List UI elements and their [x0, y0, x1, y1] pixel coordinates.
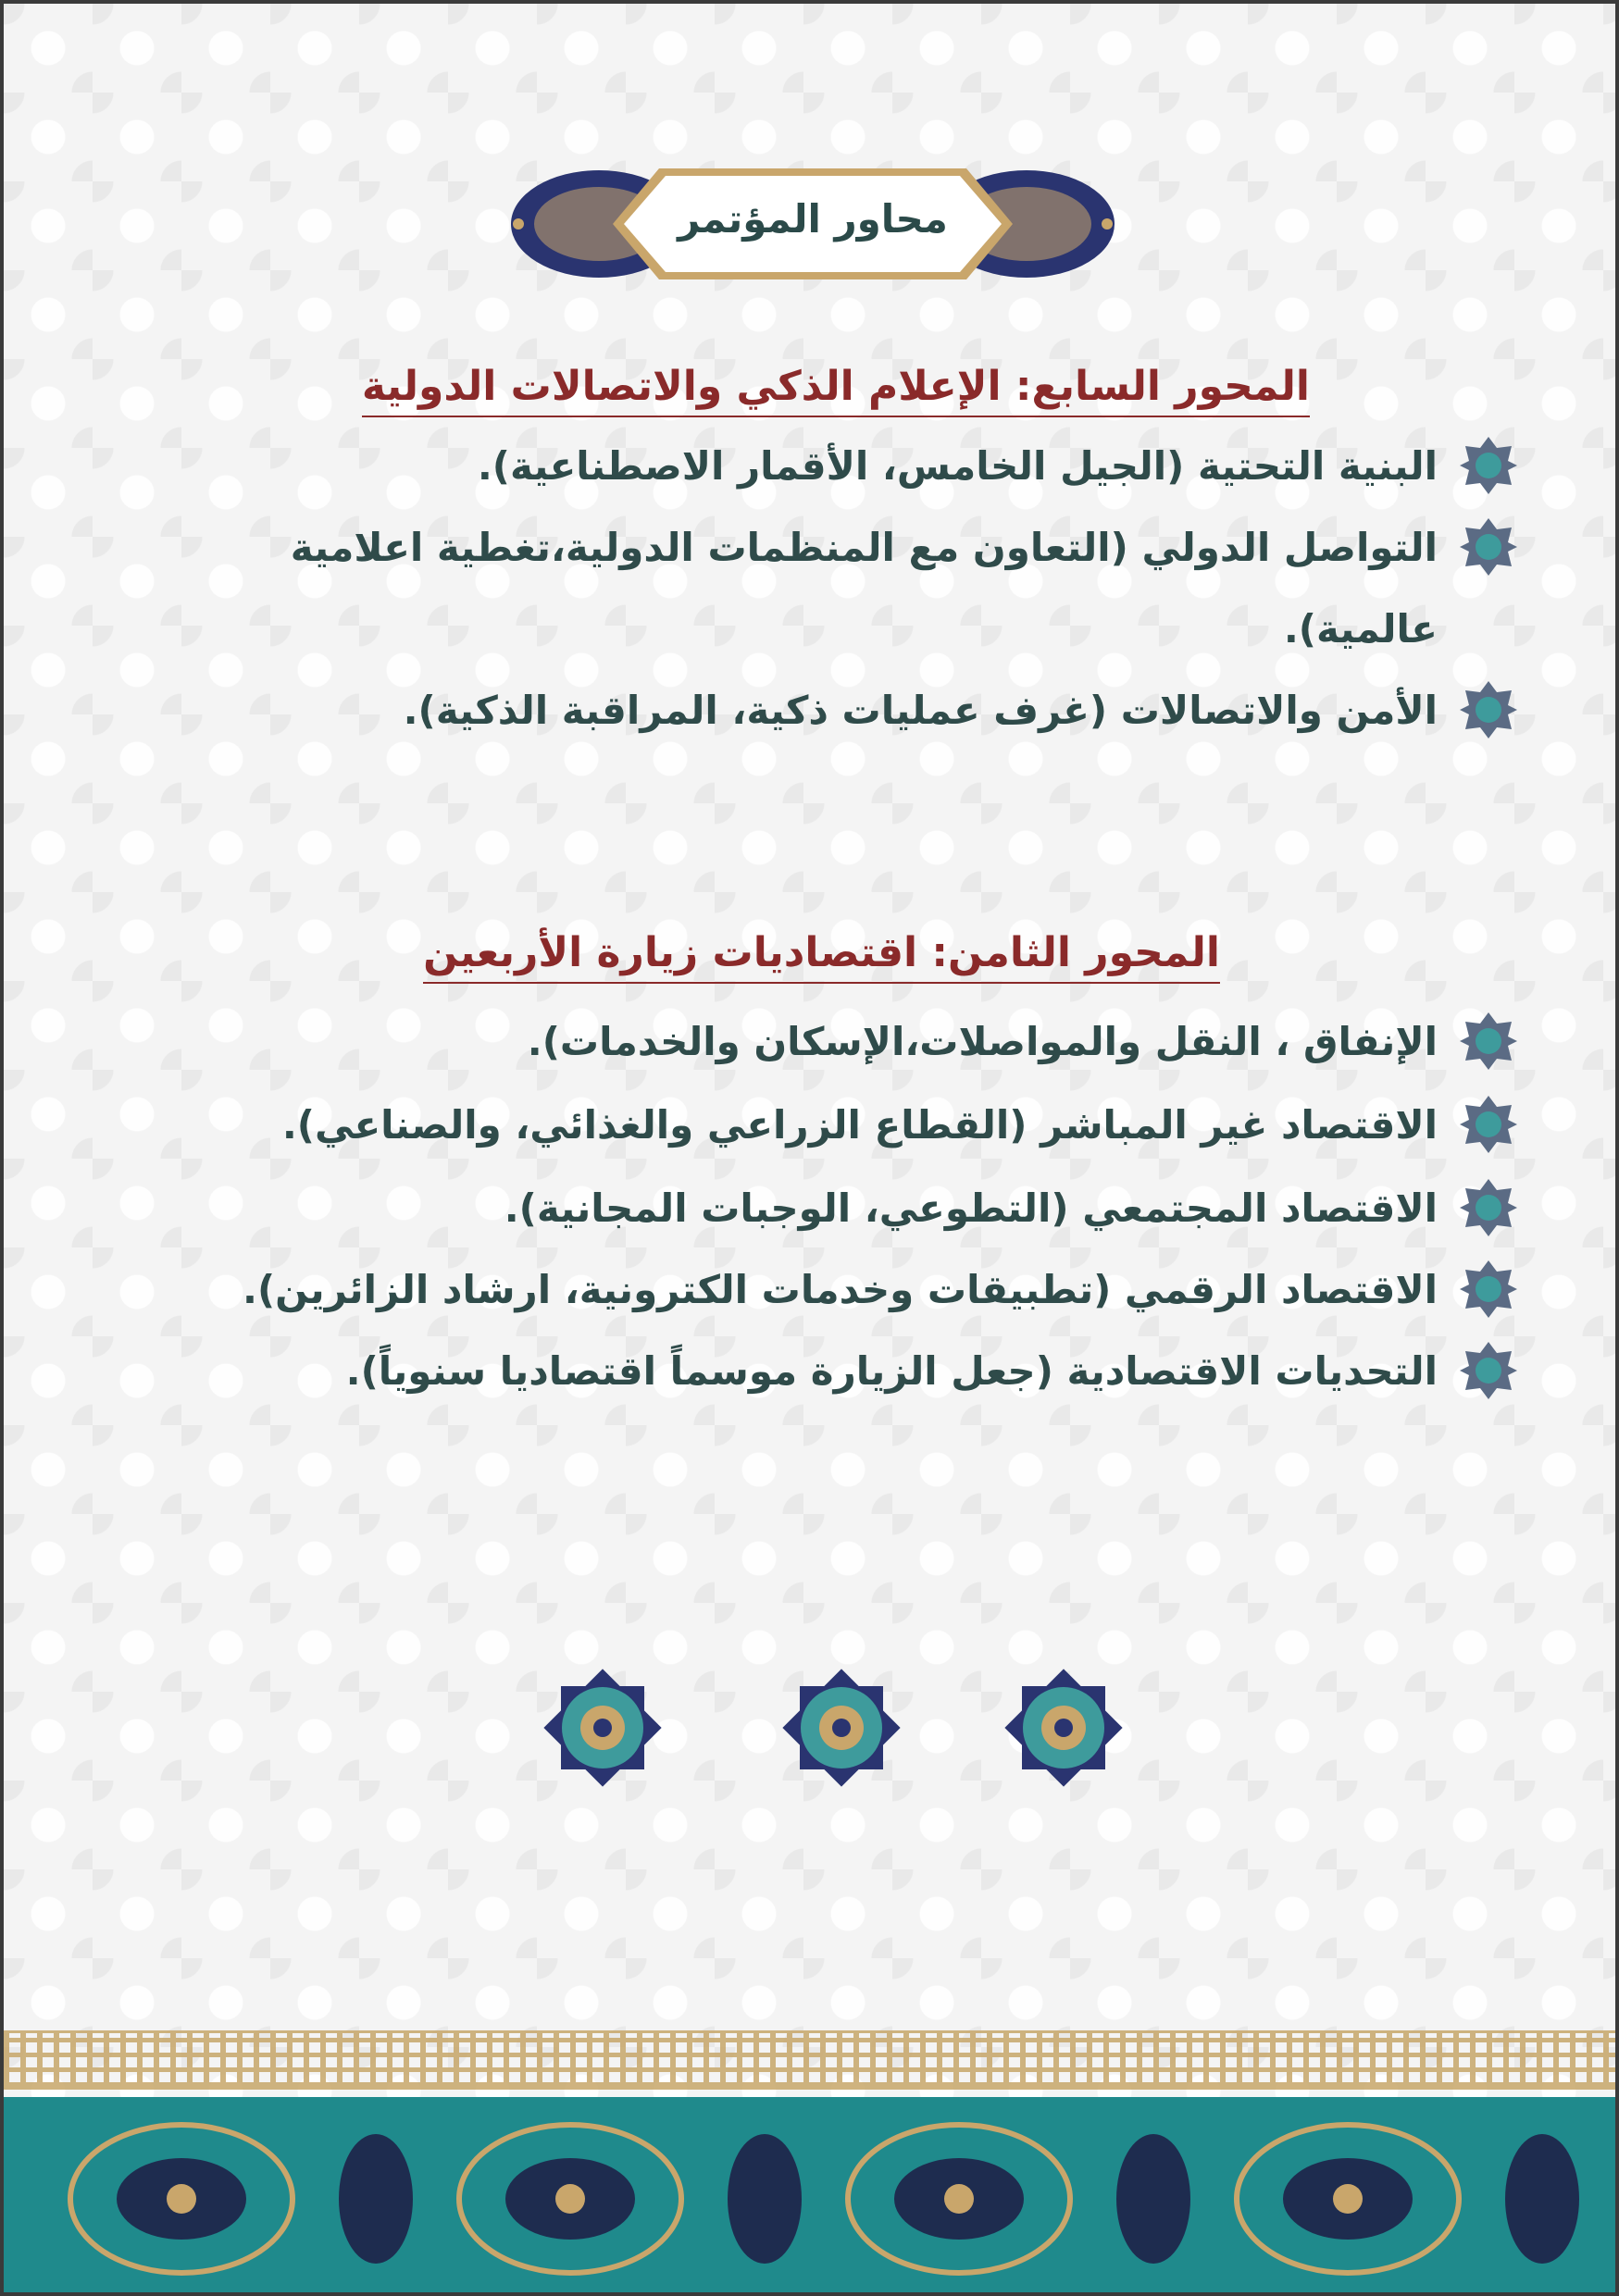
tile-pattern-band: [4, 2097, 1615, 2296]
section-heading-7: [362, 363, 1310, 417]
list-item: الإنفاق ، النقل والمواصلات،الإسكان والخدمات).: [527, 1019, 1438, 1064]
section-heading-title: الإعلام الذكي والاتصالات الدولية: [361, 363, 1015, 410]
calligraphy-border-band: [4, 2030, 1615, 2090]
star-medallion-icon: [992, 1657, 1135, 1799]
section-heading-8: [423, 929, 1220, 984]
list-item: البنية التحتية (الجيل الخامس، الأقمار الاصطناعية).: [477, 443, 1438, 489]
list-item: التحديات الاقتصادية (جعل الزيارة موسماً اقتصاديا سنوياً).: [345, 1348, 1438, 1394]
list-item: الاقتصاد غير المباشر (القطاع الزراعي والغذائي، والصناعي).: [281, 1102, 1438, 1148]
section-heading-lead: المحور السابع:: [1015, 363, 1310, 410]
section-heading-title: اقتصاديات زيارة الأربعين: [423, 929, 932, 976]
title-cartouche: [511, 159, 1115, 289]
star-medallion-icon: [531, 1657, 674, 1799]
list-item: التواصل الدولي (التعاون مع المنظمات الدولية،تغطية اعلامية عالمية).: [290, 525, 1438, 652]
section-heading-lead: المحور الثامن:: [931, 929, 1220, 976]
star-medallion-icon: [770, 1657, 913, 1799]
list-item: الاقتصاد المجتمعي (التطوعي، الوجبات المجانية).: [504, 1185, 1438, 1231]
list-item: الاقتصاد الرقمي (تطبيقات وخدمات الكترونية، ارشاد الزائرين).: [242, 1267, 1438, 1312]
arabesque-pattern-icon: [0, 2097, 1615, 2296]
list-item: الأمن والاتصالات (غرف عمليات ذكية، المراقبة الذكية).: [403, 688, 1438, 733]
page-title: محاور المؤتمر: [678, 196, 948, 242]
